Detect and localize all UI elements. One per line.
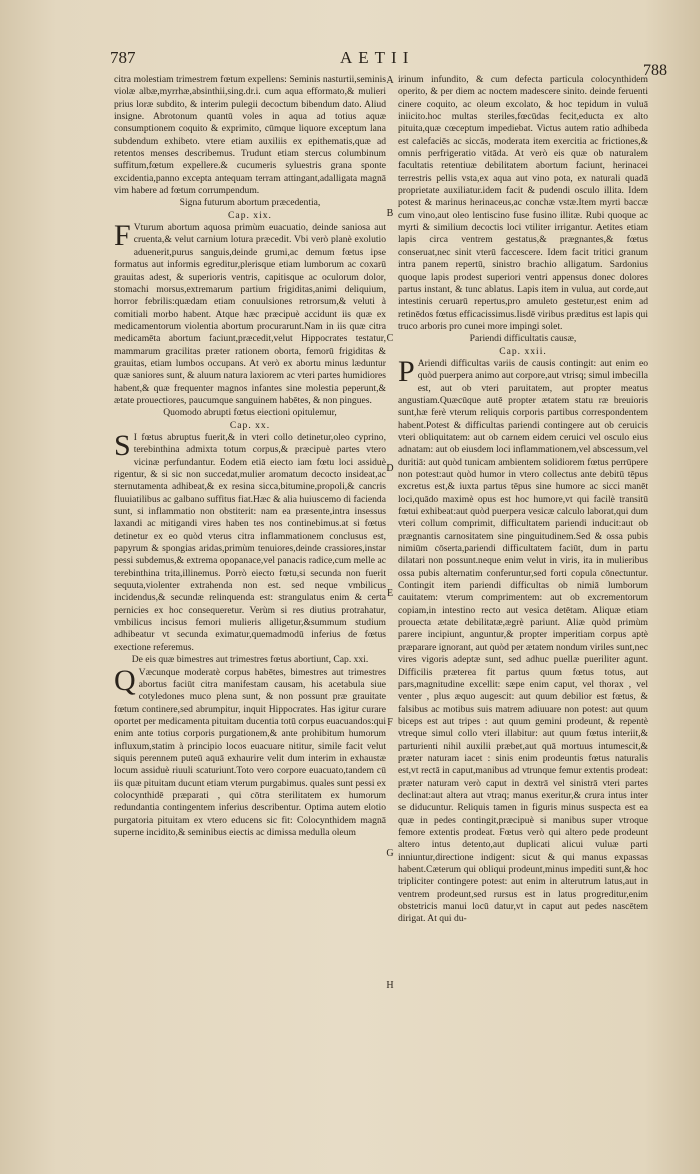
margin-section-letter: A — [386, 75, 394, 86]
margin-section-letter: F — [387, 717, 393, 728]
paragraph: citra molestiam trimestrem fœtum expellens: Seminis nasturtii,seminis violæ albæ,myrrhæ,absinthii,sing.dr.i. cum aqua efformato,& mulieri prius loræ subdito, & interim pulegii decoctum bibendum dato. Aliud insigne. Abrotonum quantū voles in aqua ad totius aquæ consumptionem coquito & exprimito, cūmque liquore exceptum lana subdendum exhibeto. vtere etiam auxiliis ex epithematis,quæ ad retentos menses describemus. Trudunt etiam stercus columbinum suffitum,fœtum expellere.& cucumeris syluestris grana sponte excidentia,panno excepta antequam terram attingant,adalligata magnā vim habere ad fœtum corrumpendum. — [114, 74, 386, 197]
paragraph: irinum infundito, & cum defecta particula colocynthidem operito, & per diem ac noctem madescere sinito. deinde feruenti cinere coquito, ac oleum excolato, & hoc tepidum in vuluā iniicito.hoc multas steriles,fœcūdas fecit,educta ex alto pituita,quæ cœceptum impediebat. Victus autem ratio adhibeda est calefaciēs ac siccās, moderata item exercitia ac frictiones,& omnis perfrigeratio vitāda. At verò eis quæ ob naturalem facultatis retentiuæ debilitatem abortum faciunt, herinacei terrestris pellis vsta,ex aqua aut vino pota, ex naturali quadā proprietate auxiliatur.idem facit & pudendi osculo illita. Idem potest & marinus herinaceus,ac conchæ vstæ.Item myrti baccæ cum vino,aut oleo lentiscino fuse fusino illitæ. Rubi quoque ac myrti & similium decoctis loci vtiliter irrigantur. Aetites etiam lapis circa ventrem gestatus,& prægnantes,& fœtus conseruat,nec sinit vterū faccescere. Idem facit tritici granum intra panem repertū, sinistro brachio alligatum. Sardonius quoque lapis prodest superiori ventri appensus donec dolores partus instant, & tunc ablatus. Lapis item in vulua, aut corde,aut intestinis ceruarū repertus,pro amuleto gestetur,est enim ad retinēdos fœtus efficacissimus.Iisdē viribus præditus est lapis qui truco arboris pro cunei more impingi solet. — [398, 74, 648, 332]
running-title: AETII — [340, 48, 415, 67]
section-heading: Signa futurum abortum præcedentia, — [179, 197, 321, 209]
section-heading: Quomodo abrupti fœtus eiectioni opitulemur, — [163, 407, 337, 419]
chapter-paragraph — [114, 663, 387, 840]
drop-cap: P — [398, 354, 415, 388]
drop-cap: F — [114, 219, 131, 253]
left-column — [114, 74, 386, 839]
chapter-paragraph — [114, 219, 386, 407]
chapter-number: Cap. xix. — [228, 209, 272, 221]
drop-cap: Q — [114, 663, 136, 697]
margin-section-letter: D — [386, 463, 394, 474]
margin-section-letter: B — [386, 208, 394, 219]
chapter-number: Cap. xx. — [229, 419, 271, 431]
margin-section-letter: H — [386, 980, 394, 991]
section-heading: De eis quæ bimestres aut trimestres fœtus abortiunt, Cap. xxi. — [131, 654, 369, 666]
chapter-paragraph — [114, 428, 386, 654]
chapter-number: Cap. xxii. — [499, 345, 547, 357]
drop-cap: S — [114, 428, 131, 462]
page-header — [0, 48, 700, 79]
page-number-right: 788 — [643, 62, 667, 79]
margin-letters — [382, 0, 398, 1174]
page-number-left: 787 — [110, 48, 136, 67]
margin-section-letter: E — [386, 588, 394, 599]
margin-section-letter: C — [386, 333, 394, 344]
paragraph-text: Vturum abortum aquosa primùm euacuatio, deinde saniosa aut cruenta,& velut carnium lotura præcedit. Vbi verò planè exolutio aduenerit,purus sanguis,deinde grumi,ac demum fœtus ipse formatus aut informis egreditur,plerisque etiam lumborum ac coxarū grauitas adest, & superioris ventris, capitisque ac oculorum dolor, stomachi morsus,extremarum partium frigiditas,animi deliquium, horror febrilis:quædam etiam conuulsiones retrorsum,& veluti à comitiali morbo habent. Atque hæc præcipuè accidunt iis quæ ex medicamentorum violentia abortum procurarunt.Nam in iis quæ citra medicamēta abortum faciunt,præcedit,velut Hippocrates testatur, mammarum gracilitas præter rationem oborta, femorū frigiditas & grauitas, etiam lumbos occupans. At verò ex abortu minus læduntur quæ saniores sunt, & aluum natura laxiorem ac vteri partes humidiores habent,& quæ frequenter magnos infantes sine molestia peperunt,& ætate prouectiores, paucumque sanguinem habētes, & non pingues. — [114, 222, 386, 406]
right-column — [398, 74, 648, 926]
paragraph-text: Ariendi difficultas variis de causis contingit: aut enim eo quòd puerpera animo aut corpore,aut vtrisq; simul imbecilla est, aut ob vteri paruitatem, aut propter meatus angustiam.Quæcūque autē propter ætatem statu ræ breuioris sunt,hæ ferè vterum reliquis corporis partibus correspondentem habent.Potest & difficultas pariendi contingere aut ob ceruicis vteri obliquitatem: aut ob carnem eidem ceruici vel osculo eius adnatam: aut ob eiusdem loci inflammationem,vel abscessum,vel duritiā: aut quòd tunicam ambientem solidiorem fœtus perrūpere non potest:aut quòd humor in vtero collectus ante debitū tēpus excretus est,& iuxta partus tēpus sine humore ac sicci manēt loci,quādo maximè opus est hoc humore,vt qui facilè transitū fœtui exhibeat:aut quòd puerpera vesicæ calculo laborat,qui dum vteri collum comprimit, difficultatem pariendi inducit:aut ob prægnantis carnositatem sine pinguitudinem.Sed & ossa pubis nimiūm cōserta,pariendi difficultatem faciūt, dum in partu dilatari non possunt.neque enim velut in viris, ita in mulieribus ossa pubis alternatim conferuntur,sed forti copula cōnectuntur. Contingit item pariendi difficultas ob nimiā lumborum cauitatem: vterum comprimentem: aut ob excrementorum copiam,in intestino recto aut vesica detētam. Aliquæ etiam prouecta ætate debilitatæ,ægrè pariunt. Aliæ quòd primùm parere incipiunt, anguntur,& propter imperitiam corpus aptè præparare ignorant, aut quòd per ætatem nondum viriles sunt,nec vires vigoris adeptæ sunt, sed adhuc puellæ pueriliter agunt. Difficilis præterea fit partus quum fœtus totus, aut pars,magnitudine excellit: sæpe enim caput, vel thorax , vel venter , plus æquo augescit: aut quum debilior est fœtus, & falsibus ac motibus suis matrem adiuuare non potest: aut quum biceps est aut tripes : aut quum gemini prodeunt, & repentè vtreque simul collo vteri illabitur: aut quum fœtus interiit,& parturienti nihil auxilii præbet,aut quā mortuus intumescit,& præter naturam iacet : sinis enim prodeuntis fœtus naturalis est,vt rectā in caput,manibus ad vtrunque femur extentis prodeat: præter naturam verò caput in dextrā vel sinistrā vteri partes declinat:aut altera aut vtraq; manus exeritur,& crura intus inter se diducuntur. Reliquis tamen in figuris minus suspecta est ea quæ in pedes contingit,præcipuè si manibus super vtroque femore extentis prodeat. Fœtus verò qui altero pede prodeunt altero intus detento,aut duplicati alicui vuluæ parti inniuntur,directione indigent: sicut & qui manus expassas habent.Cæterum qui obliqui prodeunt,minus impediti sunt,& hoc tripliciter contingere potest: aut enim in alterutrum latus,aut in ventrem prodeunt,sed rursus est in latus progreditur,enim obstetricis manui locū datur,vt in caput aut pedes nascētem dirigat. At qui du- — [398, 357, 648, 925]
paragraph-text: Væcunque moderatè corpus habētes, bimestres aut trimestres abortus faciūt citra manifestam causam, his acetabula siue cotyledones muco plena sunt, & non possunt præ grauitate fœtum continere,sed abrumpitur, inquit Hippocrates. Has igitur curare oportet per medicamenta pituitam ducentia totū corpus euacuandos:qui enim ante totius corporis purgationem,& ante prohibitum humorum influxum,statim à principio locos euacuare nititur, simile facit velut siquis perennem puteū aquā exhaurire velit dum interim in exhaustæ locum assiduè riuuli scaturiunt.Toto vero corpore euacuato,tandem cū iis quæ pituitam ducunt etiam vterum purgabimus. quales sunt pessi ex colocynthidē præparati , qui cōtra sterilitatem ex humorum redundantia contingentem inferius describentur. Optima autem elotio purgatoria pituitam ex vtero educens sic fit: Colocynthidem magnā superne incidito,& seminibus eiectis ac dimissa medulla oleum — [114, 666, 387, 838]
margin-section-letter: G — [386, 848, 394, 859]
chapter-paragraph — [398, 354, 648, 926]
section-heading: Pariendi difficultatis causæ, — [469, 333, 577, 345]
paragraph-text: I fœtus abruptus fuerit,& in vteri collo detinetur,oleo cyprino, terebinthina admixta totum corpus,& præcipuè partes vtero vicinæ perfundantur. Eodem etiā eiecto iam fœtu loci assiduè rigentur, & si sic non succedat,mulier aromatum decocto insideat,ac sternutamenta adhibeat,& ex resina sicca,bitumine,propoli,& cancris fluuiatilibus ac galbano suffitus fiat.Hæc & alia huiuscemo di facienda sunt, si inflammatio non obstiterit: nam ea præsente,intra insessus laxandi ac mitigandi vires haben tes nos continebimus.at si fœtus detinetur ex eo quòd vterus citra inflammationem conclusus est, papyrum & spongias aridas,primùm tenuiores,deinde crassiores,instar pessi subdemus,& extrema opopanace,vel panacis radice,cum melle ac terebinthina trita,illinemus. Porrò eiecto fœtu,si secunda non fuerit sequuta,violenter extrahenda non est. sed neque vmbilicus incidendus,& secundæ relinquenda est: strangulatus enim & certa pernicies ex hoc consequeretur. Verùm si res diutius protrahatur, vmbilicus incisus femori mulieris alligetur,&summum studium adhibeatur vt secunda eximatur,quemadmodū inferius de fœtus exectione referemus. — [114, 431, 386, 653]
